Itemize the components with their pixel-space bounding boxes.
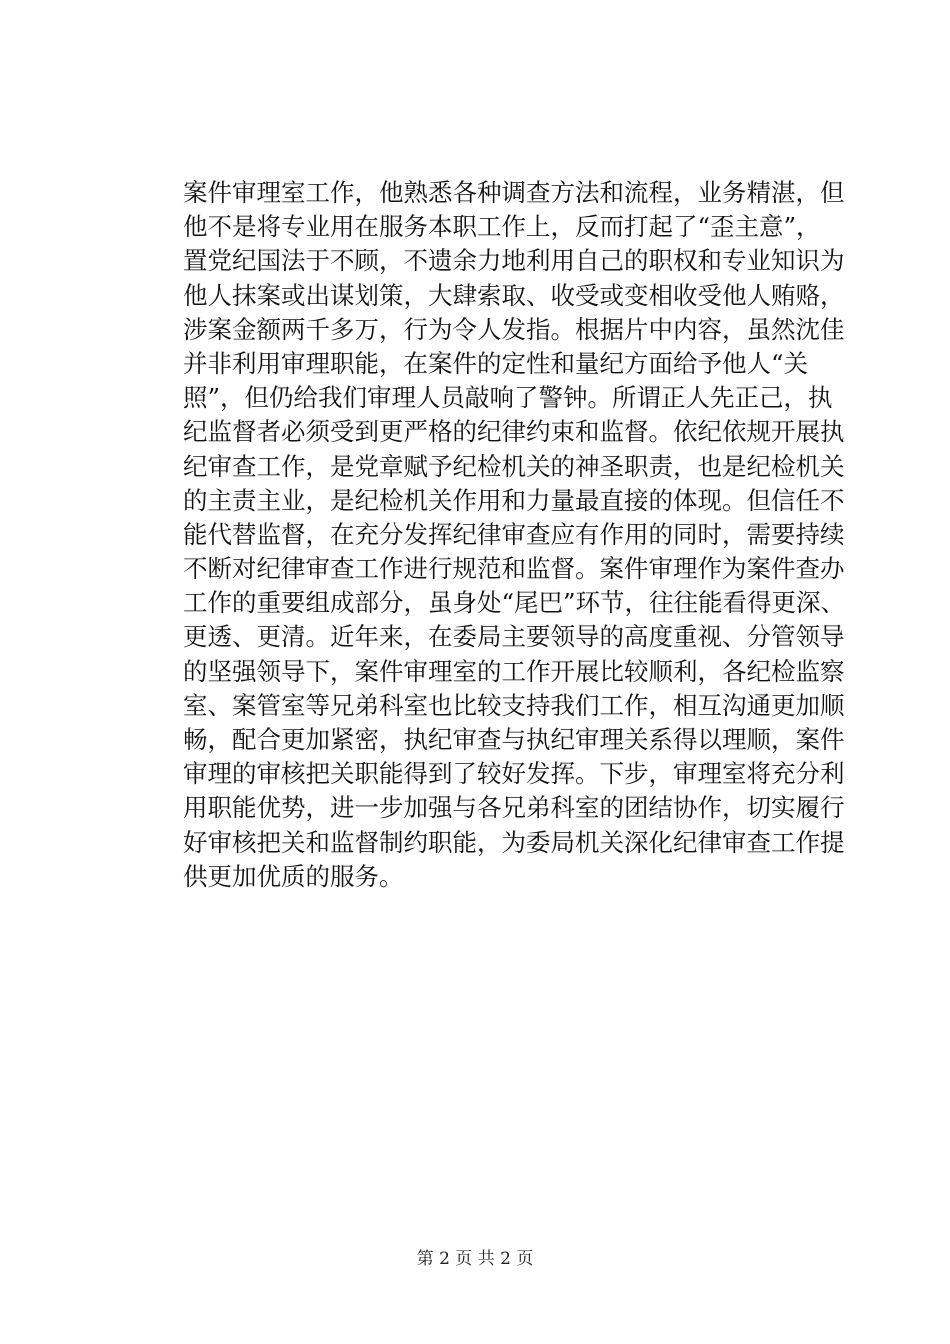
text-line: 并非利用审理职能，在案件的定性和量纪方面给予他人“关: [183, 348, 809, 378]
text-line: 用职能优势，进一步加强与各兄弟科室的团结协作，切实履行: [183, 793, 845, 823]
body-paragraph: [183, 176, 846, 894]
text-line: 置党纪国法于不顾，不遗余力地利用自己的职权和专业知识为: [183, 246, 845, 276]
text-line: 纪监督者必须受到更严格的纪律约束和监督。依纪依规开展执: [183, 417, 845, 447]
text-line: 他人抹案或出谋划策，大肆索取、收受或变相收受他人贿赂，: [183, 280, 845, 310]
text-line: 他不是将专业用在服务本职工作上，反而打起了“歪主意”，: [183, 212, 821, 242]
text-line: 室、案管室等兄弟科室也比较支持我们工作，相互沟通更加顺: [183, 690, 845, 720]
text-line: 工作的重要组成部分，虽身处“尾巴”环节，往往能看得更深、: [183, 588, 846, 618]
text-line: 审理的审核把关职能得到了较好发挥。下步，审理室将充分利: [183, 759, 845, 789]
text-line: 供更加优质的服务。: [183, 861, 404, 891]
text-line: 不断对纪律审查工作进行规范和监督。案件审理作为案件查办: [183, 554, 845, 584]
text-line: 涉案金额两千多万，行为令人发指。根据片中内容，虽然沈佳: [183, 314, 845, 344]
text-line: 的坚强领导下，案件审理室的工作开展比较顺利，各纪检监察: [183, 656, 845, 686]
text-line: 的主责主业，是纪检机关作用和力量最直接的体现。但信任不: [183, 485, 845, 515]
text-line: 畅，配合更加紧密，执纪审查与执纪审理关系得以理顺，案件: [183, 725, 845, 754]
text-line: 纪审查工作，是党章赋予纪检机关的神圣职责，也是纪检机关: [183, 451, 845, 481]
text-line: 能代替监督，在充分发挥纪律审查应有作用的同时，需要持续: [183, 519, 845, 549]
page-number-footer: 第 2 页 共 2 页: [416, 1249, 534, 1269]
text-line: 案件审理室工作，他熟悉各种调查方法和流程，业务精湛，但: [183, 178, 845, 207]
text-line: 照”，但仍给我们审理人员敲响了警钟。所谓正人先正己，执: [183, 383, 833, 413]
text-line: 好审核把关和监督制约职能，为委局机关深化纪律审查工作提: [183, 827, 845, 857]
text-line: 更透、更清。近年来，在委局主要领导的高度重视、分管领导: [183, 622, 845, 652]
